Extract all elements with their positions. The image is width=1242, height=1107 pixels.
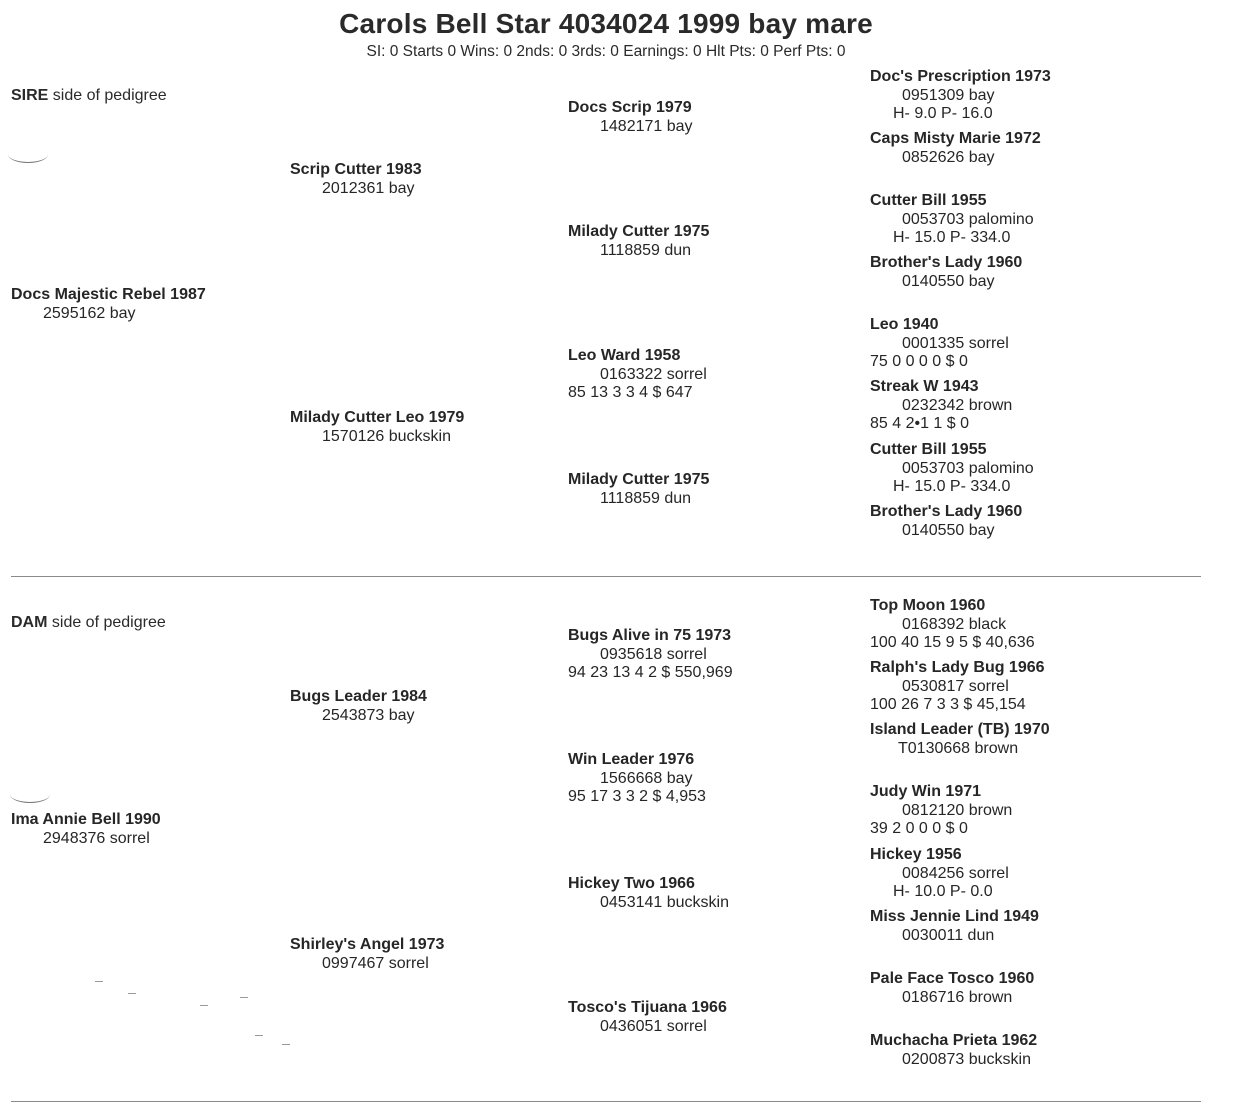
horse-name: Brother's Lady 1960 (870, 254, 1023, 271)
race-record: 100 26 7 3 3 $ 45,154 (870, 696, 1026, 713)
horse-name: Streak W 1943 (870, 378, 979, 395)
pedigree-entry-gen4 (870, 659, 1045, 715)
show-points: H- 15.0 P- 334.0 (893, 478, 1011, 495)
pedigree-entry-gen4 (870, 378, 1012, 434)
horse-name: Cutter Bill 1955 (870, 441, 987, 458)
registration: 0186716 brown (902, 988, 1013, 1006)
horse-name: Bugs Leader 1984 (290, 688, 427, 705)
scan-artifact (255, 1035, 263, 1036)
horse-name: Bugs Alive in 75 1973 (568, 627, 732, 644)
scan-artifact (200, 1005, 208, 1006)
registration: 1570126 buckskin (322, 427, 451, 445)
horse-name: Miss Jennie Lind 1949 (870, 908, 1039, 925)
registration: 0935618 sorrel (600, 645, 707, 663)
horse-name: Muchacha Prieta 1962 (870, 1032, 1038, 1049)
scan-artifact (95, 981, 103, 982)
pedigree-entry-gen4 (870, 192, 1034, 248)
registration: 0168392 black (902, 615, 1007, 633)
horse-name: Hickey 1956 (870, 846, 962, 863)
sire-label-rest: side of pedigree (48, 87, 167, 104)
scan-artifact (128, 993, 136, 994)
race-record: 85 13 3 3 4 $ 647 (568, 384, 693, 401)
show-points: H- 9.0 P- 16.0 (893, 105, 993, 122)
pedigree-entry-gen3 (568, 347, 707, 403)
section-divider (11, 576, 1201, 577)
pedigree-entry-gen4 (870, 970, 1034, 1007)
race-record: 94 23 13 4 2 $ 550,969 (568, 664, 733, 681)
horse-name: Win Leader 1976 (568, 751, 695, 768)
horse-name: Docs Majestic Rebel 1987 (11, 286, 206, 303)
pedigree-entry-gen3 (568, 999, 727, 1036)
pedigree-entry-gen4 (870, 597, 1035, 653)
horse-name: Scrip Cutter 1983 (290, 161, 422, 178)
registration: 1482171 bay (600, 117, 693, 135)
race-record: 85 4 2•1 1 $ 0 (870, 415, 970, 432)
registration: 0530817 sorrel (902, 677, 1009, 695)
pedigree-entry-gen4 (870, 721, 1050, 758)
horse-name: Doc's Prescription 1973 (870, 68, 1051, 85)
horse-name: Ima Annie Bell 1990 (11, 811, 161, 828)
registration: 0453141 buckskin (600, 893, 729, 911)
sire-section-label (11, 87, 167, 105)
pedigree-entry-sire-sire (290, 161, 422, 198)
horse-name: Docs Scrip 1979 (568, 99, 692, 116)
race-record: 95 17 3 3 2 $ 4,953 (568, 788, 706, 805)
registration: 0852626 bay (902, 148, 995, 166)
pedigree-entry-gen4 (870, 908, 1039, 945)
horse-name: Judy Win 1971 (870, 783, 982, 800)
registration: 2543873 bay (322, 706, 415, 724)
pedigree-entry-gen3 (568, 223, 709, 260)
registration: 0140550 bay (902, 272, 995, 290)
registration: 0232342 brown (902, 396, 1013, 414)
pedigree-entry-gen4 (870, 503, 1022, 540)
registration: 1566668 bay (600, 769, 693, 787)
registration: 0084256 sorrel (902, 864, 1009, 882)
registration: 0140550 bay (902, 521, 995, 539)
pedigree-entry-gen4 (870, 254, 1022, 291)
show-points: H- 10.0 P- 0.0 (893, 883, 993, 900)
race-record: 39 2 0 0 0 $ 0 (870, 820, 968, 837)
pedigree-entry-gen3 (568, 875, 729, 912)
horse-name: Pale Face Tosco 1960 (870, 970, 1035, 987)
pedigree-entry-gen4 (870, 783, 1012, 839)
horse-name: Cutter Bill 1955 (870, 192, 987, 209)
horse-name: Island Leader (TB) 1970 (870, 721, 1050, 738)
horse-name: Hickey Two 1966 (568, 875, 695, 892)
horse-name: Milady Cutter 1975 (568, 471, 710, 488)
registration: 0200873 buckskin (902, 1050, 1031, 1068)
horse-name: Brother's Lady 1960 (870, 503, 1023, 520)
dam-label-bold: DAM (11, 614, 48, 631)
registration: 0053703 palomino (902, 210, 1034, 228)
registration: 0001335 sorrel (902, 334, 1009, 352)
horse-name: Ralph's Lady Bug 1966 (870, 659, 1045, 676)
registration: 0997467 sorrel (322, 954, 429, 972)
pedigree-entry-sire (11, 286, 206, 323)
pedigree-entry-gen3 (568, 751, 706, 807)
horse-name: Milady Cutter 1975 (568, 223, 710, 240)
scan-artifact (10, 786, 50, 803)
registration: 0812120 brown (902, 801, 1013, 819)
pedigree-entry-dam-dam (290, 936, 444, 973)
pedigree-entry-gen4 (870, 316, 1009, 372)
horse-name: Leo Ward 1958 (568, 347, 681, 364)
registration: 2948376 sorrel (43, 829, 150, 847)
race-record: 100 40 15 9 5 $ 40,636 (870, 634, 1035, 651)
horse-name: Milady Cutter Leo 1979 (290, 409, 465, 426)
pedigree-entry-gen3 (568, 99, 693, 136)
sire-label-bold: SIRE (11, 87, 49, 104)
pedigree-entry-gen4 (870, 68, 1051, 124)
registration: T0130668 brown (898, 739, 1019, 757)
registration: 2012361 bay (322, 179, 415, 197)
registration: 0053703 palomino (902, 459, 1034, 477)
show-points: H- 15.0 P- 334.0 (893, 229, 1011, 246)
registration: 0163322 sorrel (600, 365, 707, 383)
pedigree-entry-gen3 (568, 471, 709, 508)
section-divider (11, 1101, 1201, 1102)
registration: 0951309 bay (902, 86, 995, 104)
horse-name: Leo 1940 (870, 316, 939, 333)
performance-summary: SI: 0 Starts 0 Wins: 0 2nds: 0 3rds: 0 Earnings: 0 Hlt Pts: 0 Perf Pts: 0 (366, 43, 846, 60)
scan-artifact (8, 146, 48, 163)
registration: 0436051 sorrel (600, 1017, 707, 1035)
pedigree-entry-gen3 (568, 627, 733, 683)
registration: 0030011 dun (902, 926, 995, 944)
scan-artifact (240, 997, 248, 998)
registration: 1118859 dun (600, 241, 692, 259)
dam-label-rest: side of pedigree (47, 614, 166, 631)
horse-name: Tosco's Tijuana 1966 (568, 999, 727, 1016)
scan-artifact (282, 1044, 290, 1045)
pedigree-entry-sire-dam (290, 409, 464, 446)
pedigree-entry-gen4 (870, 441, 1034, 497)
pedigree-entry-dam (11, 811, 161, 848)
pedigree-entry-gen4 (870, 1032, 1037, 1069)
horse-name: Shirley's Angel 1973 (290, 936, 445, 953)
registration: 2595162 bay (43, 304, 136, 322)
pedigree-entry-gen4 (870, 846, 1009, 902)
horse-name: Top Moon 1960 (870, 597, 986, 614)
pedigree-entry-gen4 (870, 130, 1041, 167)
page-title: Carols Bell Star 4034024 1999 bay mare (339, 8, 873, 39)
horse-name: Caps Misty Marie 1972 (870, 130, 1041, 147)
registration: 1118859 dun (600, 489, 692, 507)
race-record: 75 0 0 0 0 $ 0 (870, 353, 968, 370)
dam-section-label (11, 614, 166, 632)
pedigree-entry-dam-sire (290, 688, 427, 725)
